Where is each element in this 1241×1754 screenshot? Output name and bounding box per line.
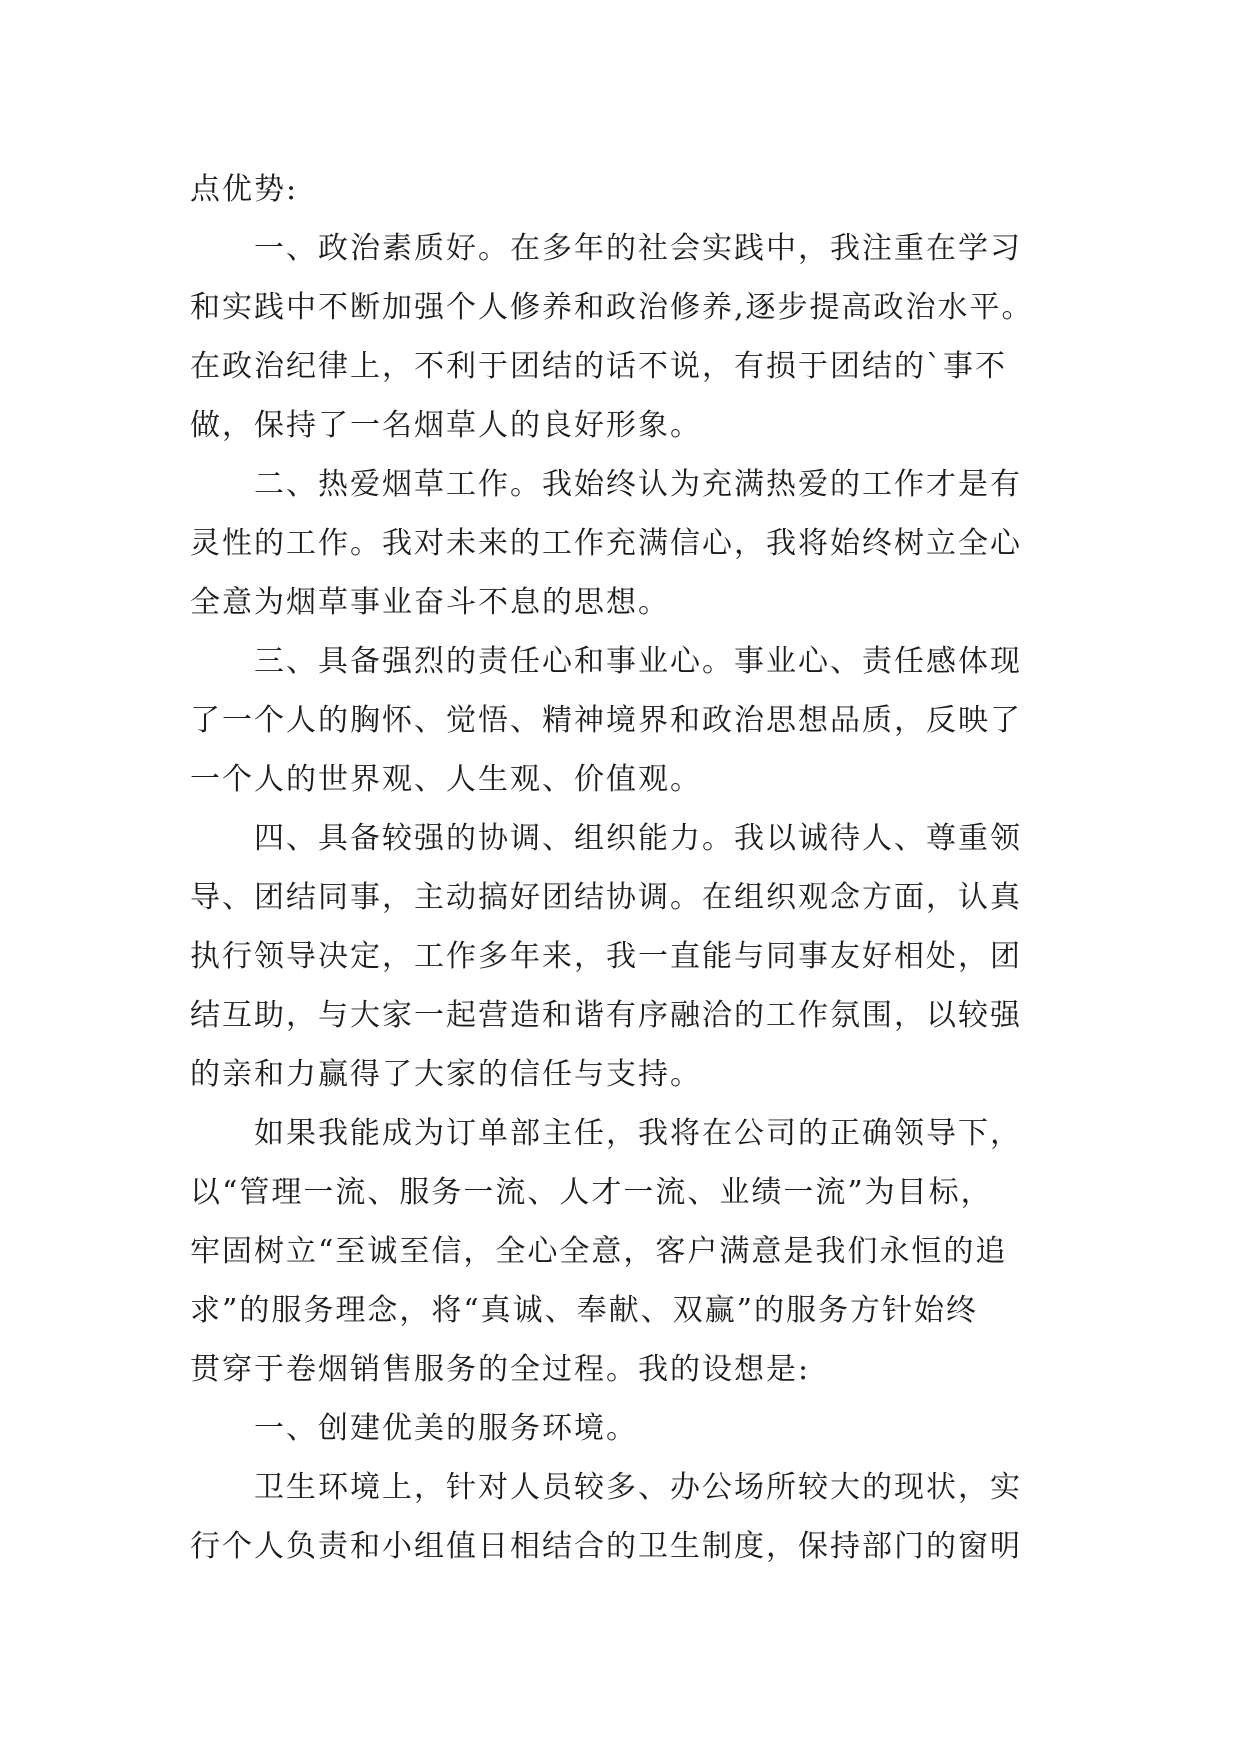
text-line: 全意为烟草事业奋斗不息的思想。 <box>190 585 670 620</box>
text-line: 执行领导决定，工作多年来，我一直能与同事友好相处，团 <box>190 939 1022 974</box>
text-line: 导、团结同事，主动搞好团结协调。在组织观念方面，认真 <box>190 880 1022 915</box>
text-line: 一、政治素质好。在多年的社会实践中，我注重在学习 <box>254 231 1022 266</box>
text-line: 三、具备强烈的责任心和事业心。事业心、责任感体现 <box>254 644 1022 679</box>
text-line: 卫生环境上，针对人员较多、办公场所较大的现状，实 <box>254 1470 1022 1505</box>
text-line: 一、创建优美的服务环境。 <box>254 1411 638 1446</box>
text-line: 牢固树立“至诚至信，全心全意，客户满意是我们永恒的追 <box>190 1234 1008 1269</box>
text-line: 结互助，与大家一起营造和谐有序融洽的工作氛围，以较强 <box>190 998 1022 1033</box>
text-line: 二、热爱烟草工作。我始终认为充满热爱的工作才是有 <box>254 467 1022 502</box>
text-line: 一个人的世界观、人生观、价值观。 <box>190 762 702 797</box>
text-line: 行个人负责和小组值日相结合的卫生制度，保持部门的窗明 <box>190 1529 1022 1564</box>
text-line: 点优势: <box>190 172 299 207</box>
text-line: 和实践中不断加强个人修养和政治修养,逐步提高政治水平。 <box>190 290 1034 325</box>
text-line: 求”的服务理念，将“真诚、奉献、双赢”的服务方针始终 <box>190 1293 979 1328</box>
text-line: 做，保持了一名烟草人的良好形象。 <box>190 408 702 443</box>
document-body <box>190 160 1090 1576</box>
text-line: 了一个人的胸怀、觉悟、精神境界和政治思想品质，反映了 <box>190 703 1022 738</box>
text-line: 灵性的工作。我对未来的工作充满信心，我将始终树立全心 <box>190 526 1022 561</box>
text-line: 以“管理一流、服务一流、人才一流、业绩一流”为目标， <box>190 1175 993 1210</box>
text-line: 在政治纪律上，不利于团结的话不说，有损于团结的`事不 <box>190 349 1007 384</box>
text-line: 贯穿于卷烟销售服务的全过程。我的设想是: <box>190 1352 811 1387</box>
text-line: 四、具备较强的协调、组织能力。我以诚待人、尊重领 <box>254 821 1022 856</box>
text-line: 的亲和力赢得了大家的信任与支持。 <box>190 1057 702 1092</box>
text-line: 如果我能成为订单部主任，我将在公司的正确领导下， <box>254 1116 1022 1151</box>
